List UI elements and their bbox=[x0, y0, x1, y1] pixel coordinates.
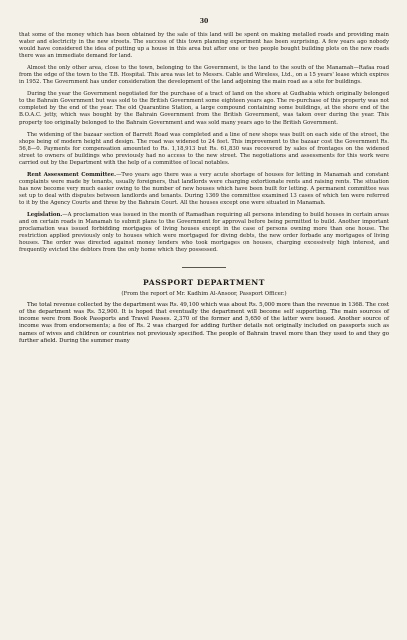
passport-report-attribution: (From the report of Mr. Kadhim Al-Ansoor, Passport Officer.) bbox=[121, 291, 287, 298]
rent-assessment-heading: Rent Assessment Committee. bbox=[27, 171, 117, 178]
paragraph-government-land: Almost the only other area, close to the town, belonging to the Government, is the land to the south of the Manamah—Rafaa road from the edge of the town to the T.B. Hospital. This area was let to Messrs. Cable and Wireless, Ltd., on a 15 years' lease which expires in 1952. The Government has under consideration the development of the land adjoining the main road as a site for buildings. bbox=[19, 65, 389, 86]
rent-assessment-text: —Two years ago there was a very acute shortage of houses for letting in Manamah and constant complaints were made by tenants, usually foreigners, that landlords were charging extortionate rents and raising rents. The situation has now become very much easier owing to the number of new houses which have been built for letting. A permanent committee was set up to deal with disputes between landlords and tenants. During 1369 the committee examined 13 cases of which ten were referred to it by the Agency Courts and three by the Bahrain Court. All the houses except one were situated in Manamah. bbox=[19, 171, 390, 206]
page-number: 30 bbox=[199, 18, 209, 25]
legislation-text: —A proclamation was issued in the month of Ramadhan requiring all persons intending to build houses in certain areas and on certain roads in Manamah to submit plans to the Government for approval before being permitted to build. Another important proclamation was issued forbidding mortgages of living houses except in the case of persons owning more than one house. The restriction applied previously only to houses which were mortgaged for diving debts, the new order forbade any mortgages of living houses. The order was directed against money lenders who took mortgages on houses, charging excessively high interest, and frequently evicted the debtors from the only home which they possessed. bbox=[19, 212, 389, 254]
paragraph-town-planning: that some of the money which has been obtained by the sale of this land will be spent on making metalled roads and providing main water and electricity in the new streets. The success of this town planning experiment has been surprising. A few years ago nobody would have considered the idea of putting up a house in this area but after one or two people bought building plots on the new roads there was an immediate demand for land. bbox=[19, 32, 389, 60]
section-divider bbox=[182, 267, 226, 268]
paragraph-rent-assessment bbox=[19, 172, 389, 207]
legislation-heading: Legislation. bbox=[27, 212, 63, 219]
passport-department-title: PASSPORT DEPARTMENT bbox=[142, 278, 266, 288]
paragraph-legislation bbox=[19, 212, 389, 254]
paragraph-barrett-road: The widening of the bazaar section of Barrett Road was completed and a line of new shops was built on each side of the street, the shops being of modern height and design. The road was widened to 24 feet. This improvement to the bazaar cost the Government Rs. 56,8—0. Payments for compensation amounted to Rs. 1,18,913 but Rs. 61,830 was recovered by sales of frontages on the widened street to owners of buildings who previously had no access to the new street. The negotiations and assessments for this work were carried out by the Department with the help of a committee of local notables. bbox=[19, 131, 389, 166]
paragraph-passport-revenue: The total revenue collected by the department was Rs. 49,100 which was about Rs. 5,000 more than the revenue in 1368. The cost of the department was Rs. 52,900. It is hoped that eventually the department will become self supporting. The main sources of income were from Book Passports and Travel Passes. 2,370 of the former and 5,650 of the latter were issued. Another source of income was from endorsements; a fee of Rs. 2 was charged for adding further details not originally included on passports such as names of wives and children or countries not previously specified. The people of Bahrain travel more than they used to and they go further afield. During the summer many bbox=[19, 302, 389, 344]
paragraph-gudhabia-purchase: During the year the Government negotiated for the purchase of a tract of land on the shore at Gudhabia which originally belonged to the Bahrain Government but was sold to the British Government some eighteen years ago. The re-purchase of this property was not completed by the end of the year. The old Quarantine Station, a large compound containing some buildings, at the shore end of the B.O.A.C. jetty, which was bought by the Bahrain Government from the British Government, was taken over during the year. This property too originally belonged to the Bahrain Government and was sold many years ago to the British Government. bbox=[19, 91, 389, 126]
